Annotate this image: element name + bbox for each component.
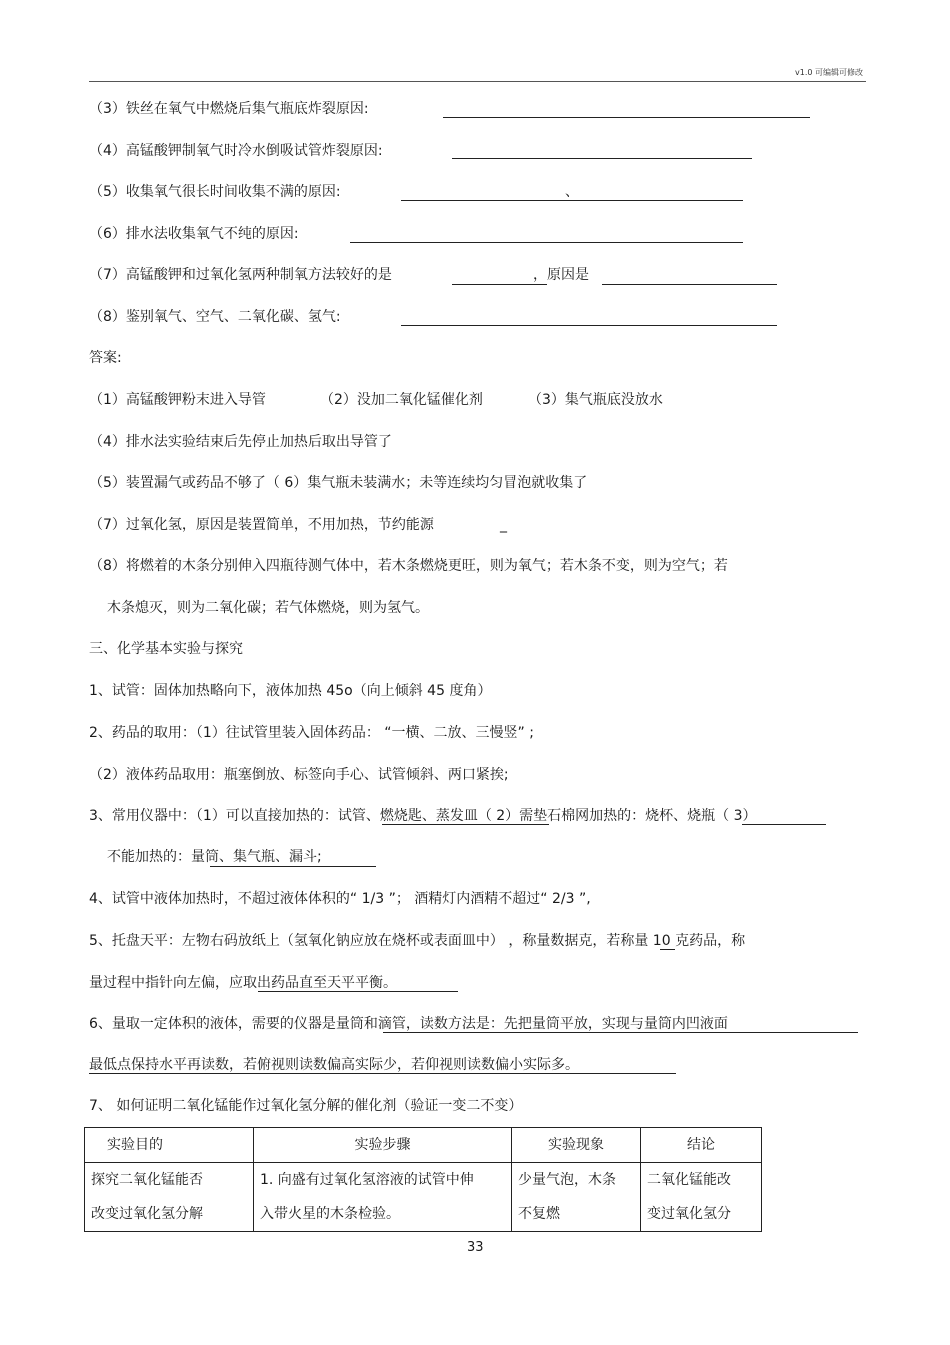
reason-label: ，原因是: [533, 267, 589, 283]
blank-line: [452, 284, 547, 285]
item-1: 1、试管：固体加热略向下，液体加热 45o（向上倾斜 45 度角）: [89, 683, 492, 699]
question-5: （5）收集氧气很长时间收集不满的原因:: [89, 184, 341, 200]
question-8: （8）鉴别氧气、空气、二氧化碳、氢气:: [89, 309, 341, 325]
answer-7-tail: _: [500, 517, 507, 533]
item-6: 6、量取一定体积的液体，需要的仪器是量筒和滴管，读数方法是：先把量筒平放，实现与量筒内凹液面: [89, 1016, 728, 1032]
cell-phenomenon: [512, 1163, 641, 1232]
table-header-row: [85, 1128, 762, 1163]
experiment-table: [84, 1127, 762, 1232]
cell-conclusion: [641, 1163, 762, 1232]
header-purpose: 实验目的: [85, 1128, 254, 1163]
underline: [660, 949, 675, 950]
separator: 、: [565, 184, 579, 200]
header-version: v1.0 可编辑可修改: [795, 68, 863, 77]
item-2b: （2）液体药品取用：瓶塞倒放、标签向手心、试管倾斜、两口紧挨;: [89, 767, 509, 783]
header-conclusion: 结论: [641, 1128, 762, 1163]
item-6b: 最低点保持水平再读数，若俯视则读数偏高实际少，若仰视则读数偏小实际多。: [89, 1057, 579, 1073]
cell-line: 变过氧化氢分: [647, 1206, 731, 1222]
answer-8-line2: 木条熄灭，则为二氧化碳；若气体燃烧，则为氢气。: [107, 600, 429, 616]
cell-line: 二氧化锰能改: [647, 1172, 731, 1188]
section-title: 三、化学基本实验与探究: [89, 641, 243, 657]
answer-7: （7）过氧化氢，原因是装置简单，不用加热，节约能源: [89, 517, 434, 533]
blank-line: [401, 200, 743, 201]
header-rule: [89, 81, 866, 82]
table-row: [85, 1163, 762, 1232]
answer-2: （2）没加二氧化锰催化剂: [320, 392, 483, 408]
item-5b: 量过程中指针向左偏，应取出药品直至天平平衡。: [89, 975, 397, 991]
cell-line: 入带火星的木条检验。: [260, 1206, 400, 1222]
answer-8-line1: （8）将燃着的木条分别伸入四瓶待测气体中，若木条燃烧更旺，则为氧气；若木条不变，则为空气；若: [89, 558, 728, 574]
underline: [383, 1032, 858, 1033]
item-3: 3、常用仪器中：（1）可以直接加热的：试管、燃烧匙、蒸发皿（ 2）需垫石棉网加热的：烧杯、烧瓶（ 3）: [89, 808, 757, 824]
blank-line: [443, 117, 810, 118]
cell-line: 探究二氧化锰能否: [91, 1172, 203, 1188]
header-phenomenon: 实验现象: [512, 1128, 641, 1163]
answer-3: （3）集气瓶底没放水: [528, 392, 663, 408]
item-7: 7、 如何证明二氧化锰能作过氧化氢分解的催化剂（验证一变二不变）: [89, 1098, 523, 1114]
cell-purpose: [85, 1163, 254, 1232]
question-3: （3）铁丝在氧气中燃烧后集气瓶底炸裂原因:: [89, 101, 369, 117]
question-6: （6）排水法收集氧气不纯的原因:: [89, 226, 299, 242]
cell-line: 改变过氧化氢分解: [91, 1206, 203, 1222]
item-5: 5、托盘天平：左物右码放纸上（氢氧化钠应放在烧杯或表面皿中） ，称量数据克，若称量 10 克药品，称: [89, 933, 746, 949]
answer-5-6: （5）装置漏气或药品不够了（ 6）集气瓶未装满水；未等连续均匀冒泡就收集了: [89, 475, 588, 491]
cell-line: 少量气泡，木条: [518, 1172, 616, 1188]
item-4: 4、试管中液体加热时，不超过液体体积的“ 1/3 ”； 酒精灯内酒精不超过“ 2/3 ”,: [89, 891, 591, 907]
question-4: （4）高锰酸钾制氧气时冷水倒吸试管炸裂原因:: [89, 143, 383, 159]
item-3b: 不能加热的：量筒、集气瓶、漏斗;: [107, 849, 322, 865]
blank-line: [452, 158, 752, 159]
blank-line: [350, 242, 743, 243]
underline: [89, 1073, 676, 1074]
answer-1: （1）高锰酸钾粉末进入导管: [89, 392, 266, 408]
blank-line: [401, 325, 777, 326]
question-7: （7）高锰酸钾和过氧化氢两种制氧方法较好的是: [89, 267, 392, 283]
blank-line: [602, 284, 777, 285]
underline: [210, 866, 376, 867]
item-2: 2、药品的取用：（1）往试管里装入固体药品： “一横、二放、三慢竖” ;: [89, 725, 534, 741]
page-number: 33: [467, 1240, 484, 1255]
answer-4: （4）排水法实验结束后先停止加热后取出导管了: [89, 434, 392, 450]
cell-line: 1. 向盛有过氧化氢溶液的试管中伸: [260, 1172, 474, 1188]
answer-title: 答案:: [89, 350, 122, 366]
underline: [258, 991, 458, 992]
underline: [742, 824, 826, 825]
header-steps: 实验步骤: [254, 1128, 512, 1163]
cell-line: 不复燃: [518, 1206, 560, 1222]
cell-steps: [254, 1163, 512, 1232]
underline: [382, 824, 549, 825]
